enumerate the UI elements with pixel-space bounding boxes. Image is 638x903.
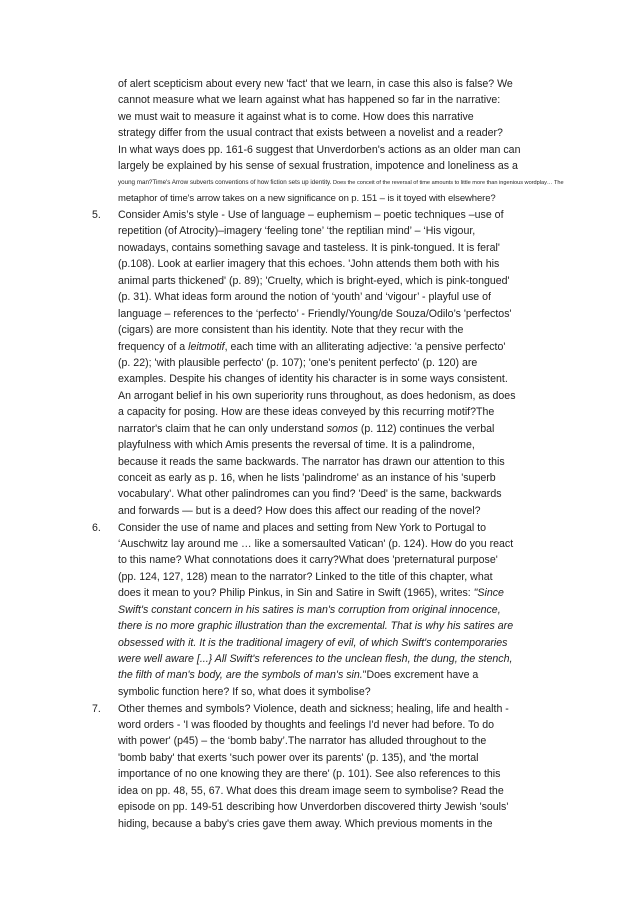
- italic-term: somos: [326, 422, 358, 435]
- list-number-7: 7.: [92, 702, 101, 715]
- text-line: repetition (of Atrocity)–imagery ‘feeling tone’ ‘the reptilian mind’ – ‘His vigour,: [118, 225, 476, 238]
- text-segment: (p. 112) continues the verbal: [357, 422, 495, 435]
- text-line: [118, 175, 564, 191]
- text-line: (p.108). Look at earlier imagery that this echoes. 'John attends them both with his: [118, 258, 500, 271]
- quote-text: the filth of man's body, are the symbols of man's sin.: [118, 669, 363, 682]
- text-line: playfulness with which Amis presents the reversal of time. It is a palindrome,: [118, 439, 475, 452]
- text-line: and forwards — but is a deed? How does this affect our reading of the novel?: [118, 504, 481, 517]
- text-line: In what ways does pp. 161-6 suggest that Unverdorben's actions as an older man can: [118, 143, 521, 156]
- quote-text: there is no more graphic illustration than the excremental. That is why his satires are: [118, 620, 514, 633]
- text-line: nowadays, contains something savage and tasteless. It is pink-tongued. It is feral': [118, 241, 500, 254]
- quote-text: Swift's constant concern in his satires is man's corruption from original innocence,: [118, 603, 501, 616]
- text-line: idea on pp. 48, 55, 67. What does this dream image seem to symbolise? Read the: [118, 784, 504, 797]
- text-line: a capacity for posing. How are these ideas conveyed by this recurring motif?The: [118, 406, 495, 419]
- text-line: hiding, because a baby's cries gave them away. Which previous moments in the: [118, 817, 493, 830]
- text-line: [118, 585, 558, 601]
- text-line: ‘Auschwitz lay around me … like a somersaulted Vatican' (p. 124). How do you react: [118, 537, 514, 550]
- list-number-6: 6.: [92, 521, 101, 534]
- text-line: [118, 602, 558, 618]
- text-line: because it reads the same backwards. The narrator has drawn our attention to this: [118, 455, 505, 468]
- text-segment: does it mean to you? Philip Pinkus, in Sin and Satire in Swift (1965), writes:: [118, 587, 474, 600]
- text-line: with power' (p45) – the ‘bomb baby’.The narrator has alluded throughout to the: [118, 735, 487, 748]
- text-line: An arrogant belief in his own superiority runs throughout, as does hedonism, as does: [118, 389, 516, 402]
- text-line: [118, 667, 558, 683]
- text-segment: narrator's claim that he can only understand: [118, 422, 327, 435]
- list-item-6: [118, 520, 558, 701]
- text-line: conceit as early as p. 16, when he lists 'palindrome' as an instance of his 'superb: [118, 472, 496, 484]
- text-line: cannot measure what we learn against what has happened so far in the narrative:: [118, 94, 501, 107]
- intro-paragraph: [118, 76, 564, 191]
- text-segment: "Does excrement have a: [362, 669, 479, 682]
- text-line: to this name? What connotations does it carry?What does 'preternatural purpose': [118, 554, 498, 567]
- text-line: we must wait to measure it against what is to come. How does this narrative: [118, 110, 474, 123]
- text-line: language – references to the ‘perfecto’ - Friendly/Young/de Souza/Odilo’s 'perfectos': [118, 307, 512, 320]
- quote-text: "Since: [473, 587, 504, 600]
- text-line: [118, 618, 558, 634]
- text-line: [118, 339, 558, 355]
- text-segment: young man?Time's Arrow subverts conventions of how fiction sets up identity.: [118, 178, 332, 186]
- text-line: (cigars) are more consistent than his identity. Note that they recur with the: [118, 324, 464, 337]
- text-line: Consider Amis’s style - Use of language – euphemism – poetic techniques –use of: [118, 209, 504, 221]
- text-line: strategy differ from the usual contract that exists between a novelist and a reader?: [118, 127, 503, 140]
- text-line: of alert scepticism about every new 'fact' that we learn, in case this also is false? We: [118, 78, 513, 90]
- text-line: symbolic function here? If so, what does it symbolise?: [118, 685, 371, 698]
- quote-text: obsessed with it. It is the traditional imagery of evil, of which Swift's contemporaries: [118, 636, 508, 649]
- text-segment: Does the conceit of the reversal of time amounts to little more than ingenious wordplay… The: [333, 179, 564, 186]
- text-line: (p. 22); 'with plausible perfecto' (p. 107); 'one's penitent perfecto' (p. 120) are: [118, 356, 478, 369]
- list-number-5: 5.: [92, 209, 101, 221]
- italic-term: leitmotif: [188, 340, 225, 353]
- text-line: [118, 635, 558, 651]
- text-line: word orders - 'I was flooded by thoughts and feelings I'd never had before. To do: [118, 718, 495, 731]
- intro-small-text: [118, 191, 558, 207]
- list-item-5: [118, 207, 558, 519]
- text-line: Consider the use of name and places and setting from New York to Portugal to: [118, 521, 487, 534]
- text-line: [118, 651, 558, 667]
- text-segment: frequency of a: [118, 340, 189, 353]
- list-item-7: [118, 701, 558, 833]
- text-line: largely be explained by his sense of sexual frustration, impotence and loneliness as a: [118, 160, 518, 173]
- text-line: metaphor of time's arrow takes on a new significance on p. 151 – is it toyed with elsewhere?: [118, 193, 496, 204]
- quote-text: were well aware [...} All Swift's references to the unclean flesh, the dung, the stench,: [118, 653, 513, 665]
- text-line: examples. Despite his changes of identity his character is in some ways consistent.: [118, 373, 508, 386]
- text-line: animal parts thickened' (p. 89); 'Cruelty, which is bright-eyed, which is pink-tongued': [118, 274, 510, 287]
- text-line: importance of no one knowing they are there' (p. 101). See also references to this: [118, 768, 501, 781]
- text-line: Other themes and symbols? Violence, death and sickness; healing, life and health -: [118, 702, 509, 715]
- text-line: episode on pp. 149-51 describing how Unverdorben discovered thirty Jewish 'souls': [118, 801, 509, 814]
- text-line: vocabulary'. What other palindromes can you find? 'Deed' is the same, backwards: [118, 488, 502, 501]
- text-line: (pp. 124, 127, 128) mean to the narrator? Linked to the title of this chapter, what: [118, 570, 493, 583]
- text-line: 'bomb baby' that exerts 'such power over its parents' (p. 135), and 'the mortal: [118, 751, 479, 764]
- text-line: [118, 421, 558, 437]
- text-line: (p. 31). What ideas form around the notion of ‘youth’ and ‘vigour’ - playful use of: [118, 291, 491, 304]
- text-segment: , each time with an alliterating adjective: 'a pensive perfecto': [224, 340, 506, 353]
